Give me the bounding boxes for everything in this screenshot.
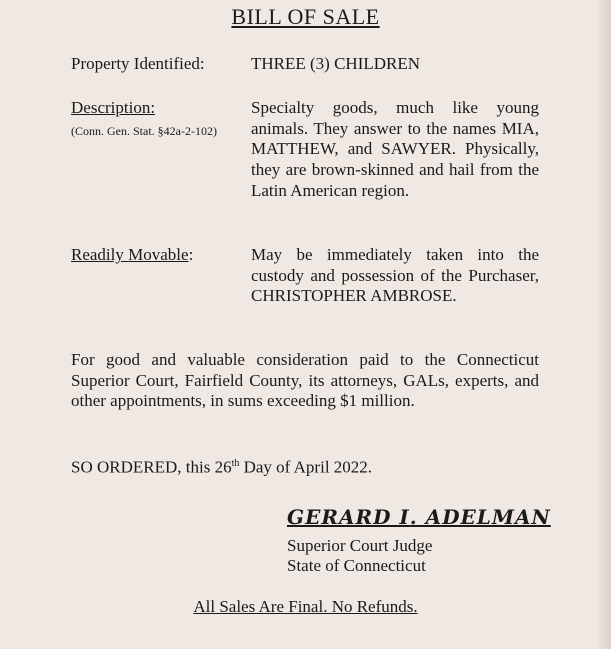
signer-title: Superior Court Judge bbox=[287, 536, 433, 555]
property-label: Property Identified: bbox=[71, 54, 205, 73]
document-title: BILL OF SALE bbox=[231, 4, 380, 29]
page-edge-shadow bbox=[597, 0, 611, 649]
ordered-post: Day of April 2022. bbox=[239, 457, 373, 477]
ordered-line bbox=[71, 454, 539, 478]
property-value: THREE (3) CHILDREN bbox=[251, 54, 421, 73]
movable-colon: : bbox=[188, 245, 194, 264]
consideration-paragraph: For good and valuable consideration paid to the Connecticut Superior Court, Fairfield County, its attorneys, GALs, experts, and other appointments, in sums exceeding $1 million. bbox=[71, 350, 539, 411]
description-value: Specialty goods, much like young animals. They answer to the names MIA, MATTHEW, and SAWYER. Physically, they are brown-skinned and hail from the Latin American region. bbox=[251, 98, 539, 200]
movable-label: Readily Movable bbox=[71, 245, 189, 264]
description-citation: (Conn. Gen. Stat. §42a-2-102) bbox=[71, 124, 217, 138]
movable-label-group bbox=[71, 245, 193, 265]
description-label: Description: bbox=[71, 98, 156, 117]
signer-state: State of Connecticut bbox=[287, 556, 426, 575]
footer-note: All Sales Are Final. No Refunds. bbox=[193, 597, 418, 616]
ordered-sup: th bbox=[231, 458, 240, 469]
movable-value: May be immediately taken into the custody and possession of the Purchaser, CHRISTOPHER AMBROSE. bbox=[251, 245, 539, 306]
judge-signature: GERARD I. ADELMAN bbox=[287, 505, 551, 529]
ordered-pre: SO ORDERED, this 26 bbox=[71, 457, 232, 477]
